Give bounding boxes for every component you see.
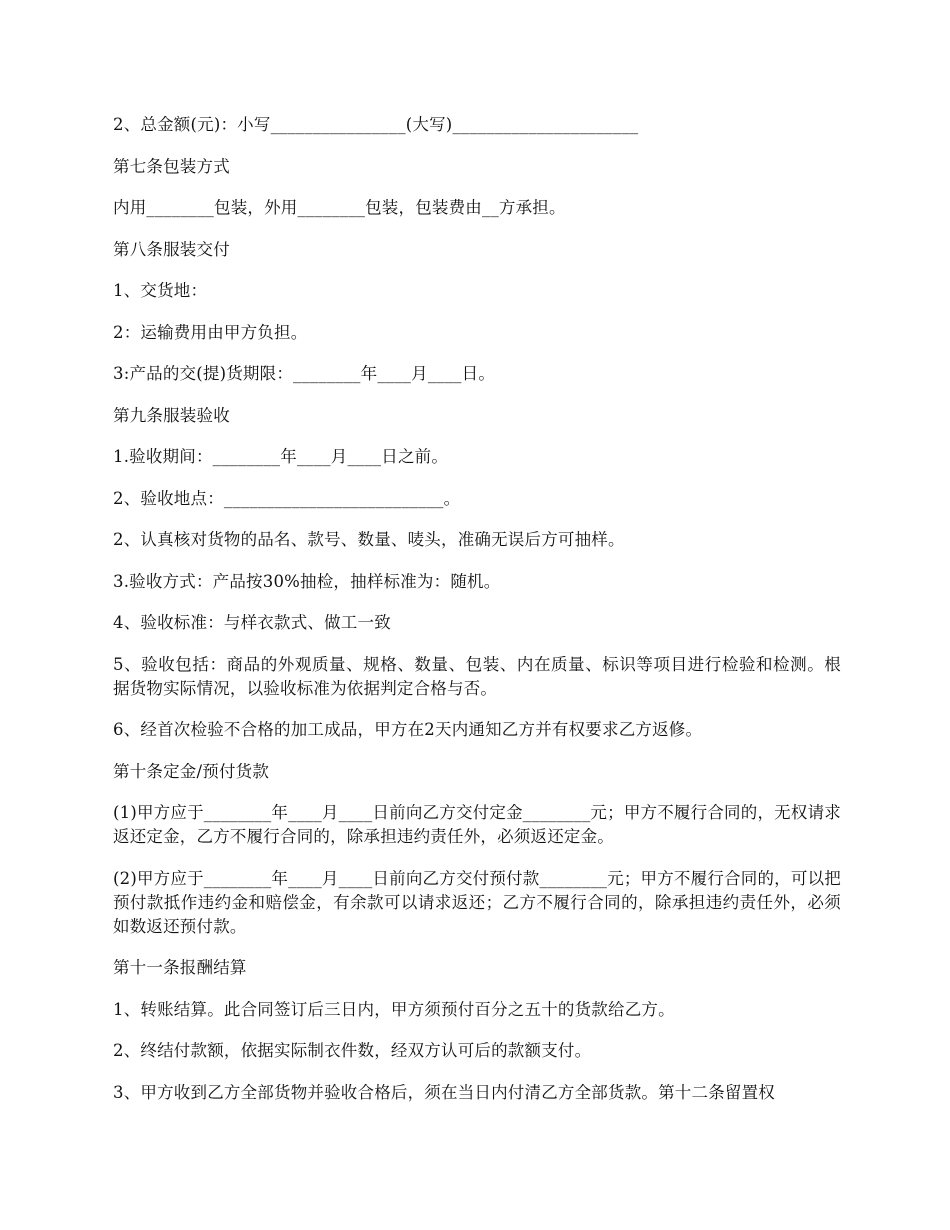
transport-cost-line: 2：运输费用由甲方负担。 xyxy=(113,322,308,342)
inspection-scope-paragraph: 5、验收包括：商品的外观质量、规格、数量、包装、内在质量、标识等项目进行检验和检测。根据货物实际情况，以验收标准为依据判定合格与否。 xyxy=(113,654,841,698)
article-7-heading: 第七条包装方式 xyxy=(113,156,230,176)
delivery-place-line: 1、交货地： xyxy=(113,281,208,300)
full-payment-paragraph: 3、甲方收到乙方全部货物并验收合格后，须在当日内付清乙方全部货款。第十二条留置权 xyxy=(113,1082,775,1102)
article-11-heading: 第十一条报酬结算 xyxy=(113,958,247,977)
article-10-heading: 第十条定金/预付货款 xyxy=(113,761,270,781)
inspection-standard-line: 4、验收标准：与样衣款式、做工一致 xyxy=(113,613,391,632)
transfer-settlement-line: 1、转账结算。此合同签订后三日内，甲方须预付百分之五十的货款给乙方。 xyxy=(113,999,675,1019)
article-8-heading: 第八条服装交付 xyxy=(113,239,230,259)
check-goods-line: 2、认真核对货物的品名、款号、数量、唛头，准确无误后方可抽样。 xyxy=(113,530,625,549)
deposit-clause-paragraph: (1)甲方应于________年____月____日前向乙方交付定金________元；甲方不履行合同的，无权请求返还定金，乙方不履行合同的，除承担违约责任外，必须返还定金。 xyxy=(113,803,841,846)
article-9-heading: 第九条服装验收 xyxy=(113,405,230,425)
inspection-method-line: 3.验收方式：产品按30%抽检，抽样标准为：随机。 xyxy=(113,571,501,591)
failed-inspection-line: 6、经首次检验不合格的加工成品，甲方在2天内通知乙方并有权要求乙方返修。 xyxy=(113,720,703,739)
contract-page xyxy=(113,113,841,1122)
prepayment-clause-paragraph: (2)甲方应于________年____月____日前向乙方交付预付款________元；甲方不履行合同的，可以把预付款抵作违约金和赔偿金，有余款可以请求返还；乙方不履行合同的，除承担违约责任外，必须如数返还预付款。 xyxy=(113,868,841,936)
delivery-deadline-line: 3:产品的交(提)货期限：________年____月____日。 xyxy=(113,364,496,383)
inspection-place-line: 2、验收地点：__________________________。 xyxy=(113,488,461,508)
packaging-line: 内用________包装，外用________包装，包装费由__方承担。 xyxy=(113,198,566,217)
total-amount-line: 2、总金额(元)：小写________________(大写)______________________ xyxy=(113,115,639,134)
inspection-period-line: 1.验收期间：________年____月____日之前。 xyxy=(113,447,449,466)
final-payment-line: 2、终结付款额，依据实际制衣件数，经双方认可后的款额支付。 xyxy=(113,1041,592,1060)
